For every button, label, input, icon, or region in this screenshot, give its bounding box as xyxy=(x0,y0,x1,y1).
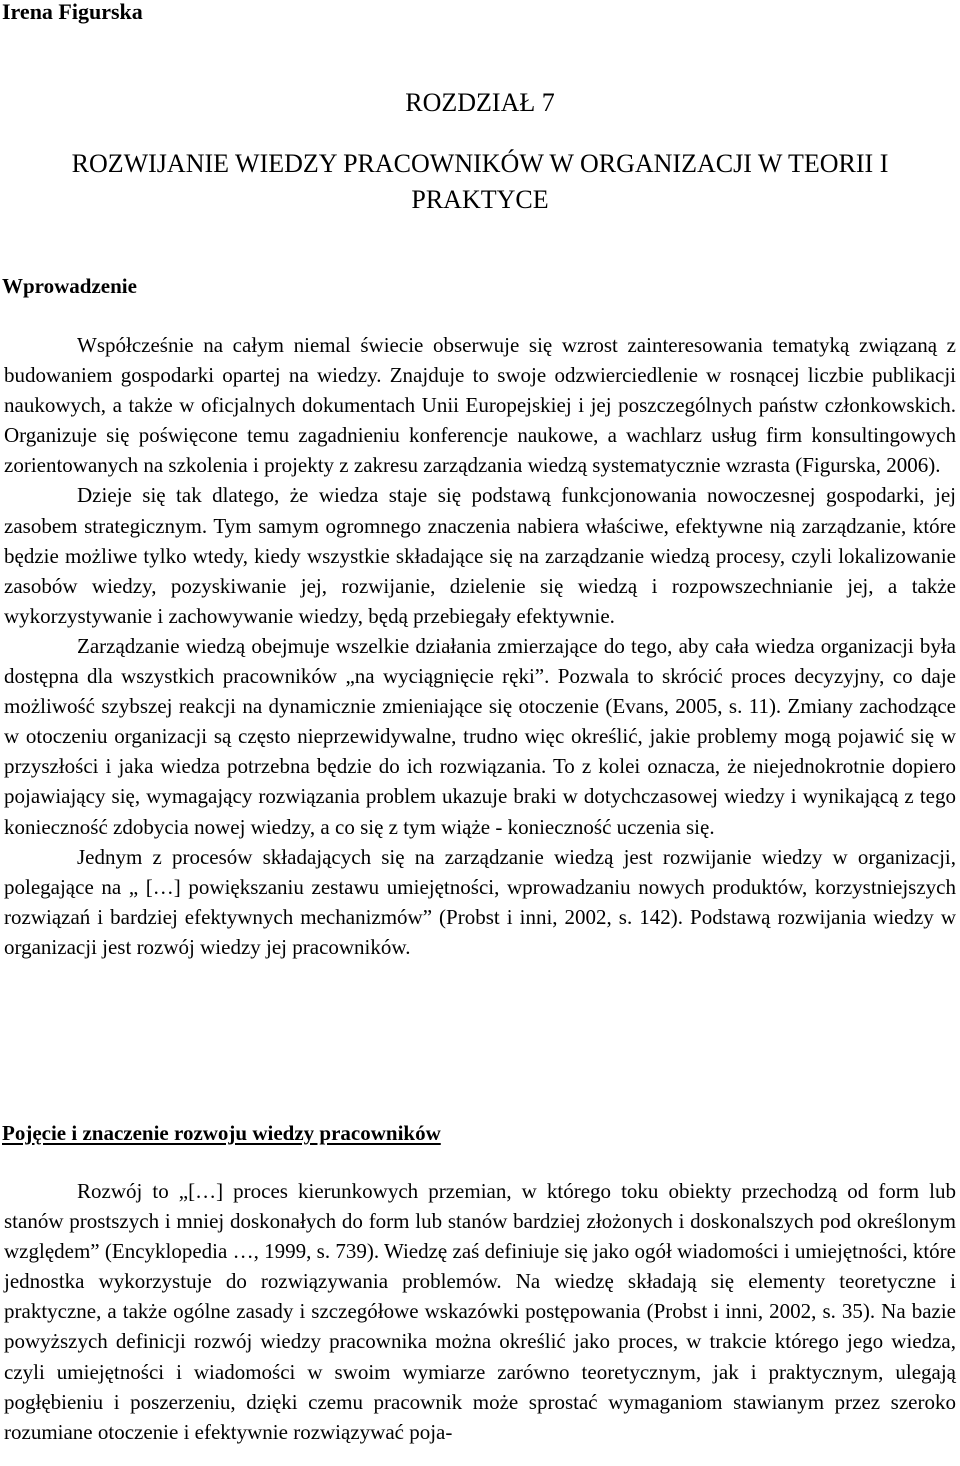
chapter-number: ROZDZIAŁ 7 xyxy=(405,88,555,117)
paragraph: Rozwój to „[…] proces kierunkowych przemian, w którego toku obiekty przechodzą od form lub stanów prostszych i mniej doskonałych do form lub stanów bardziej złożonych i doskonalszych pod określonym względem” (Encyklopedia …, 1999, s. 739). Wiedzę zaś definiuje się jako ogół wiadomości i umiejętności, które jednostka wykorzystuje do rozwiązywania problemów. Na wiedzę składają się elementy teoretyczne i praktyczne, a także ogólne zasady i szczegółowe wskazówki postępowania (Probst i inni, 2002, s. 35). Na bazie powyższych definicji rozwój wiedzy pracownika można określić jako proces, w trakcie którego jego wiedza, czyli umiejętności i wiadomości w swoim wymiarze zarówno teoretycznym, jak i praktycznym, ulegają pogłębieniu i poszerzeniu, dzięki czemu pracownik może sprostać wymaganiom stawianym przez szeroko rozumiane otoczenie i efektywnie rozwiązywać poja- xyxy=(4,1179,956,1444)
section-heading-introduction: Wprowadzenie xyxy=(2,274,137,298)
section-heading-knowledge-development xyxy=(2,1119,441,1147)
section-heading-text: Pojęcie i znaczenie rozwoju wiedzy pracowników xyxy=(2,1121,441,1145)
paragraph: Dzieje się tak dlatego, że wiedza staje się podstawą funkcjonowania nowoczesnej gospodarki, jej zasobem strategicznym. Tym samym ogromnego znaczenia nabiera właściwe, efektywne nią zarządzanie, które będzie możliwe tylko wtedy, kiedy wszystkie składające się na zarządzanie wiedzą procesy, czyli lokalizowanie zasobów wiedzy, pozyskiwanie jej, rozwijanie, dzielenie się wiedzą i rozpowszechnianie jej, a także wykorzystywanie i zachowywanie wiedzy, będą przebiegały efektywnie. xyxy=(4,483,956,628)
author-name: Irena Figurska xyxy=(2,0,143,24)
chapter-title: ROZWIJANIE WIEDZY PRACOWNIKÓW W ORGANIZACJI W TEORII I PRAKTYCE xyxy=(71,149,889,214)
section-body-introduction xyxy=(4,330,956,962)
paragraph: Zarządzanie wiedzą obejmuje wszelkie działania zmierzające do tego, aby cała wiedza organizacji była dostępna dla wszystkich pracowników „na wyciągnięcie ręki”. Pozwala to skrócić proces decyzyjny, co daje możliwość szybszej reakcji na dynamicznie zmieniające się otoczenie (Evans, 2005, s. 11). Zmiany zachodzące w otoczeniu organizacji są często nieprzewidywalne, trudno więc określić, jakie problemy mogą pojawić się w przyszłości i jaka wiedza potrzebna będzie do ich rozwiązania. To z kolei oznacza, że niejednokrotnie dopiero pojawiający się, wymagający rozwiązania problem ukazuje braki w dotychczasowej wiedzy i wynikającą z tego konieczność zdobycia nowej wiedzy, a co się z tym wiąże - konieczność uczenia się. xyxy=(4,633,956,839)
paragraph: Współcześnie na całym niemal świecie obserwuje się wzrost zainteresowania tematyką związaną z budowaniem gospodarki opartej na wiedzy. Znajduje to swoje odzwierciedlenie w rosnącej liczbie publikacji naukowych, a także w oficjalnych dokumentach Unii Europejskiej i jej poszczególnych państw członkowskich. Organizuje się poświęcone temu zagadnieniu konferencje naukowe, a wachlarz usług firm konsultingowych zorientowanych na szkolenia i projekty z zakresu zarządzania wiedzą systematycznie wzrasta (Figurska, 2006). xyxy=(4,333,956,478)
section-body-knowledge-development xyxy=(4,1176,956,1447)
paragraph: Jednym z procesów składających się na zarządzanie wiedzą jest rozwijanie wiedzy w organizacji, polegające na „ […] powiększaniu zestawu umiejętności, wprowadzaniu nowych produktów, korzystniejszych rozwiązań i bardziej efektywnych mechanizmów” (Probst i inni, 2002, s. 142). Podstawą rozwijania wiedzy w organizacji jest rozwój wiedzy jej pracowników. xyxy=(4,844,956,959)
